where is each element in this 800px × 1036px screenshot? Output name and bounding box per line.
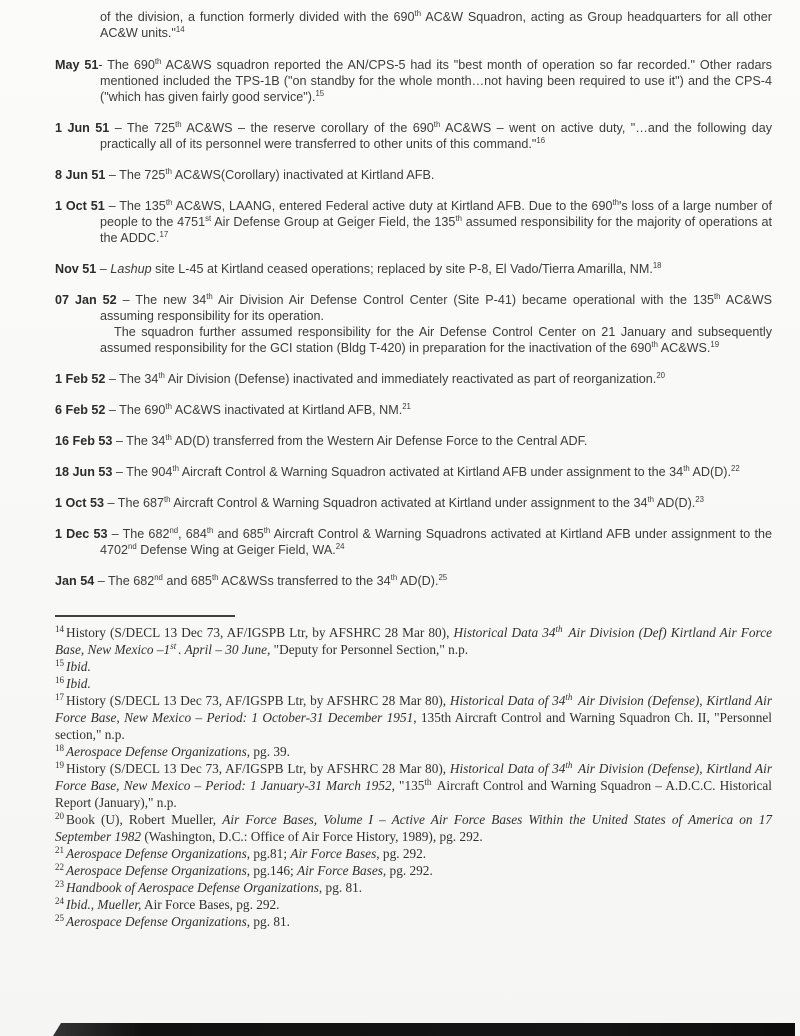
footnote: $^{22}$ Aerospace Defense Organizations, pg.146; Air Force Bases, pg. 292.	[55, 861, 433, 878]
footnote: $^{21}$ Aerospace Defense Organizations, pg.81; Air Force Bases, pg. 292.	[55, 844, 427, 861]
entry-date: 16 Feb 53	[55, 434, 113, 448]
footnote: $^{25}$ Aerospace Defense Organizations, pg. 81.	[55, 912, 290, 929]
entry-date: 1 Oct 53	[55, 496, 105, 510]
timeline-entry: 1 Dec 53 – The 682nd, 684th and 685th Aircraft Control & Warning Squadrons activated at Kirtland AFB under assignment to the 4702nd Defense Wing at Geiger Field, WA.$^{24}$	[55, 525, 772, 557]
entry-date: 1 Feb 52	[55, 372, 106, 386]
entry-date: 07 Jan 52	[55, 293, 117, 307]
timeline-entry: 07 Jan 52 – The new 34th Air Division Air Defense Control Center (Site P-41) became operational with the 135th AC&WS assuming responsibility for its operation.	[55, 291, 772, 323]
timeline-entry: 1 Jun 51 – The 725th AC&WS – the reserve corollary of the 690th AC&WS – went on active duty, "…and the following day practically all of its personnel were transferred to other units of this command."$^{16}$	[55, 119, 773, 151]
footnote: $^{15}$ Ibid.	[55, 657, 91, 674]
footnote-number: 25	[55, 912, 65, 923]
footnote-separator	[55, 615, 235, 617]
footnote-number: 15	[55, 657, 65, 668]
entry-date: 1 Dec 53	[55, 527, 108, 541]
footnote: $^{14}$ History (S/DECL 13 Dec 73, AF/IGSPB Ltr, by AFSHRC 28 Mar 80), Historical Data 34th Air Division (Def) Kirtland Air Force Base, New Mexico –1st . April – 30 June, "Deputy for Personnel Section," n.p.	[55, 623, 773, 657]
entry-date: 6 Feb 52	[55, 403, 106, 417]
continuation-paragraph: of the division, a function formerly divided with the 690th AC&W Squadron, acting as Group headquarters for all other AC&W units."$^{14}$	[100, 8, 772, 40]
timeline-entry: 1 Feb 52 – The 34th Air Division (Defense) inactivated and immediately reactivated as part of reorganization.$^{20}$	[55, 370, 665, 386]
footnotes-section	[55, 624, 772, 930]
footnote: $^{18}$ Aerospace Defense Organizations, pg. 39.	[55, 742, 290, 759]
footnote-number: 22	[55, 861, 65, 872]
footnote-number: 20	[55, 810, 65, 821]
footnote-number: 19	[55, 759, 65, 770]
entry-date: 18 Jun 53	[55, 465, 113, 479]
timeline-entry: 18 Jun 53 – The 904th Aircraft Control & Warning Squadron activated at Kirtland AFB under assignment to the 34th AD(D).$^{22}$	[55, 463, 740, 479]
timeline-entry: Nov 51 – Lashup site L-45 at Kirtland ceased operations; replaced by site P-8, El Vado/Tierra Amarilla, NM.$^{18}$	[55, 260, 662, 276]
page-content	[55, 9, 772, 930]
footnote: $^{20}$ Book (U), Robert Mueller, Air Force Bases, Volume I – Active Air Force Bases Within the United States of America on 17 September 1982 (Washington, D.C.: Office of Air Force History, 1989), pg. 292.	[55, 810, 773, 844]
footnote-number: 17	[55, 691, 65, 702]
footnote: $^{23}$ Handbook of Aerospace Defense Organizations, pg. 81.	[55, 878, 363, 895]
timeline-entry: 1 Oct 53 – The 687th Aircraft Control & Warning Squadron activated at Kirtland under assignment to the 34th AD(D).$^{23}$	[55, 494, 704, 510]
entry-date: Nov 51	[55, 262, 97, 276]
footnote: $^{17}$ History (S/DECL 13 Dec 73, AF/IGSPB Ltr, by AFSHRC 28 Mar 80), Historical Data of 34th Air Division (Defense), Kirtland Air Force Base, New Mexico – Period: 1 October-31 December 1951, 135th Aircraft Control and Warning Squadron Ch. II, "Personnel section," n.p.	[55, 691, 772, 742]
footnote-number: 21	[55, 844, 65, 855]
entry-date: 1 Oct 51	[55, 199, 105, 213]
scanner-edge-bar	[53, 1023, 795, 1036]
timeline-entry: May 51- The 690th AC&WS squadron reported the AN/CPS-5 had its "best month of operation so far recorded." Other radars mentioned included the TPS-1B ("on standby for the whole month…not having been required to use it") and the CPS-4 ("which has given fairly good service").$^{15}$	[55, 56, 772, 104]
entry-date: Jan 54	[55, 574, 95, 588]
entry-date: May 51	[55, 58, 99, 72]
footnote-number: 23	[55, 878, 65, 889]
timeline-entry: 6 Feb 52 – The 690th AC&WS inactivated at Kirtland AFB, NM.$^{21}$	[55, 401, 411, 417]
timeline-entry: 8 Jun 51 – The 725th AC&WS(Corollary) inactivated at Kirtland AFB.	[55, 166, 435, 182]
footnote-number: 24	[55, 895, 65, 906]
footnote-number: 16	[55, 674, 65, 685]
timeline-entries	[55, 57, 772, 589]
entry-date: 1 Jun 51	[55, 121, 110, 135]
timeline-entry: Jan 54 – The 682nd and 685th AC&WSs transferred to the 34th AD(D).$^{25}$	[55, 572, 448, 588]
footnote-number: 14	[55, 623, 65, 634]
timeline-entry-continued: The squadron further assumed responsibility for the Air Defense Control Center on 21 January and subsequently assumed responsibility for the GCI station (Bldg T-420) in preparation for the inactivation of the 690th AC&WS.$^{19}$	[100, 325, 772, 355]
timeline-entry: 16 Feb 53 – The 34th AD(D) transferred from the Western Air Defense Force to the Central ADF.	[55, 432, 588, 448]
footnote: $^{19}$ History (S/DECL 13 Dec 73, AF/IGSPB Ltr, by AFSHRC 28 Mar 80), Historical Data of 34th Air Division (Defense), Kirtland Air Force Base, New Mexico – Period: 1 January-31 March 1952, "135th Aircraft Control and Warning Squadron – A.D.C.C. Historical Report (January)," n.p.	[55, 759, 772, 810]
entry-date: 8 Jun 51	[55, 168, 106, 182]
footnote: $^{24}$ Ibid., Mueller, Air Force Bases, pg. 292.	[55, 895, 280, 912]
footnote: $^{16}$ Ibid.	[55, 674, 91, 691]
timeline-entry: 1 Oct 51 – The 135th AC&WS, LAANG, entered Federal active duty at Kirtland AFB. Due to the 690th's loss of a large number of people to the 4751st Air Defense Group at Geiger Field, the 135th assumed responsibility for the majority of operations at the ADDC.$^{17}$	[55, 197, 773, 245]
footnote-number: 18	[55, 742, 65, 753]
